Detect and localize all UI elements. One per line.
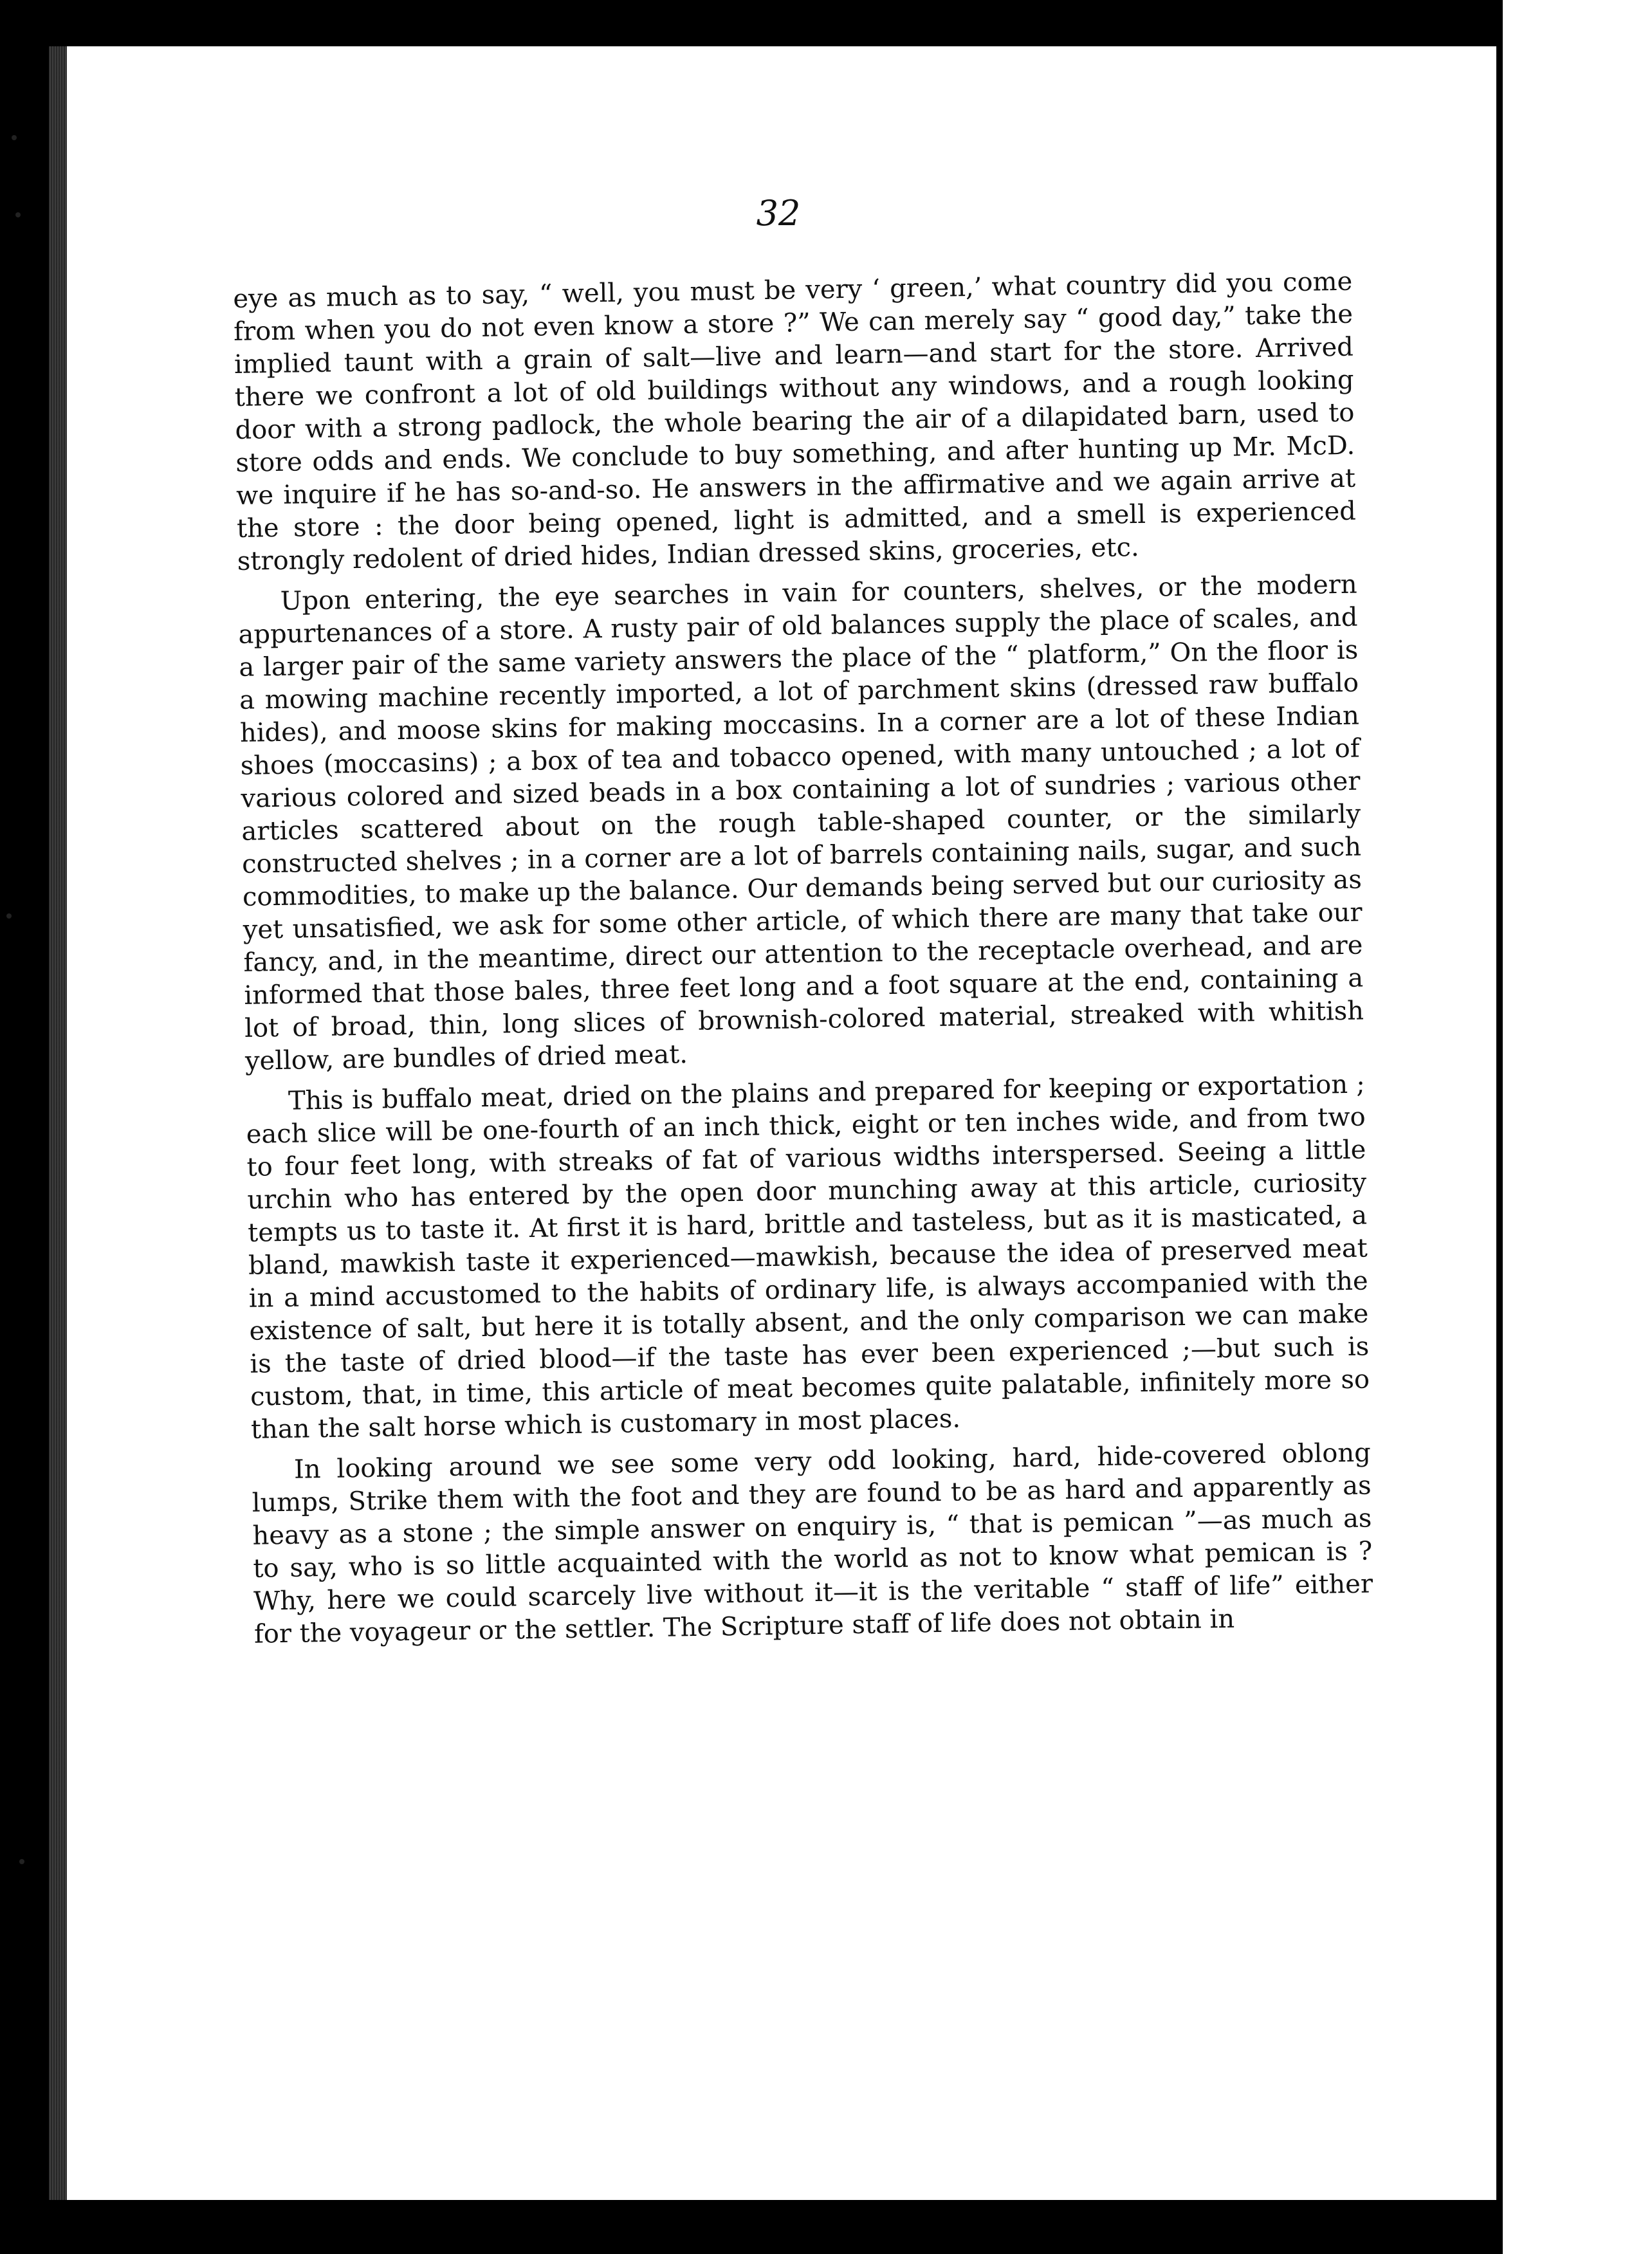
paragraph-3: This is buffalo meat, dried on the plains and prepared for keeping or exportation ; each slice will be one-fourth of an inch thick, eight or ten inches wide, and from two to four feet long, with streaks of fat of various widths interspersed. Seeing a little urchin who has entered by the open door munching away at this article, curiosity tempts us to taste it. At first it is hard, brittle and tasteless, but as it is masticated, a bland, mawkish taste it experienced—mawkish, because the idea of preserved meat in a mind accustomed to the habits of ordinary life, is always accompanied with the existence of salt, but here it is totally absent, and the only comparison we can make is the taste of dried blood—if the taste has ever been experienced ;—but such is custom, that, in time, this article of meat becomes quite palatable, infinitely more so than the salt horse which is customary in most places. [246,1069,1370,1445]
body-text [233,266,1373,1659]
paragraph-4: In looking around we see some very odd looking, hard, hide-covered oblong lumps, Strike them with the foot and they are found to be as hard and apparently as heavy as a stone ; the simple answer on enquiry is, “ that is pemican ”—as much as to say, who is so little acquainted with the world as not to know what pemican is ? Why, here we could scarcely live without it—it is the veritable “ staff of life” either for the voyageur or the settler. The Scripture staff of life does not obtain in [252,1438,1373,1649]
scan-speck [19,1859,24,1864]
book-page-edges [49,46,67,2200]
scan-speck [6,913,12,919]
paragraph-1: eye as much as to say, “ well, you must be very ‘ green,’ what country did you come from when you do not even know a store ?” We can merely say “ good day,” take the implied taunt with a grain of salt—live and learn—and start for the store. Arrived there we confront a lot of old buildings without any windows, and a rough looking door with a strong padlock, the whole bearing the air of a dilapidated barn, used to store odds and ends. We conclude to buy something, and after hunting up Mr. McD. we inquire if he has so-and-so. He answers in the affirmative and we again arrive at the store : the door being opened, light is admitted, and a smell is experienced strongly redolent of dried hides, Indian dressed skins, groceries, etc. [233,266,1357,576]
scan-speck [15,212,21,217]
paragraph-2: Upon entering, the eye searches in vain for counters, shelves, or the modern appurtenances of a store. A rusty pair of old balances supply the place of scales, and a larger pair of the same variety answers the place of the “ platform,” On the floor is a mowing machine recently imported, a lot of parchment skins (dressed raw buffalo hides), and moose skins for making moccasins. In a corner are a lot of these Indian shoes (moccasins) ; a box of tea and tobacco opened, with many untouched ; a lot of various colored and sized beads in a box containing a lot of sundries ; various other articles scattered about on the rough table-shaped counter, or the similarly constructed shelves ; in a corner are a lot of barrels containing nails, sugar, and such commodities, to make up the balance. Our demands being served but our curiosity as yet unsatisfied, we ask for some other article, of which there are many that take our fancy, and, in the meantime, direct our attention to the receptacle overhead, and are informed that those bales, three feet long and a foot square at the end, containing a lot of broad, thin, long slices of brownish-colored material, streaked with whitish yellow, are bundles of dried meat. [238,569,1364,1076]
facing-page [1503,0,1652,2254]
gutter-shadow [1496,0,1503,2254]
scan-border [0,0,49,2254]
page-number: 32 [756,193,801,234]
scan-speck [12,135,17,140]
